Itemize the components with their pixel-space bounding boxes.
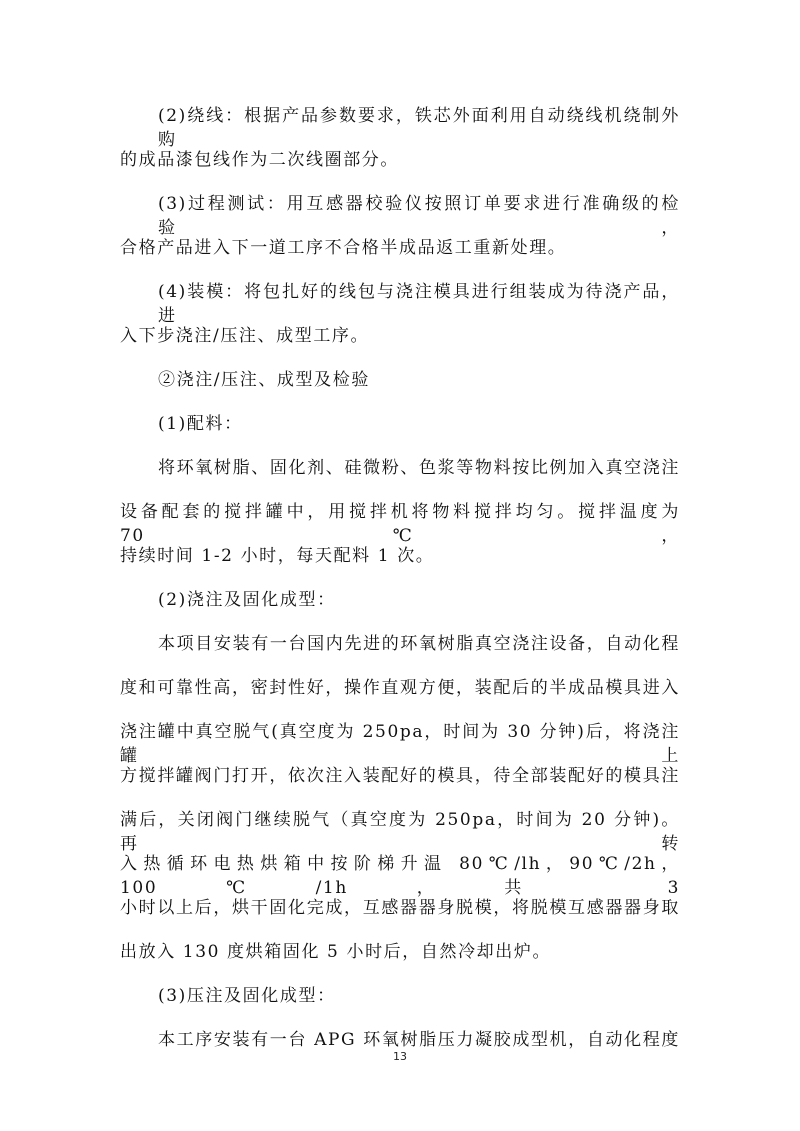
paragraph-line: 出放入 130 度烘箱固化 5 小时后，自然冷却出炉。 — [120, 942, 552, 962]
paragraph-line: 度和可靠性高，密封性好，操作直观方便，装配后的半成品模具进入 — [120, 678, 680, 698]
section-heading: ②浇注/压注、成型及检验 — [158, 370, 370, 390]
page-number: 13 — [393, 1050, 407, 1063]
paragraph-line: 持续时间 1-2 小时，每天配料 1 次。 — [120, 546, 435, 566]
paragraph-line: 入下步浇注/压注、成型工序。 — [120, 326, 370, 346]
paragraph-line: 小时以上后，烘干固化完成，互感器器身脱模，将脱模互感器器身取 — [120, 898, 680, 918]
paragraph-line: 将环氧树脂、固化剂、硅微粉、色浆等物料按比例加入真空浇注 — [158, 458, 680, 478]
paragraph-line: 设备配套的搅拌罐中，用搅拌机将物料搅拌均匀。搅拌温度为 70℃， — [120, 502, 680, 546]
paragraph-line: 满后，关闭阀门继续脱气（真空度为 250pa，时间为 20 分钟)。再转 — [120, 810, 680, 854]
paragraph-line: (4)装模：将包扎好的线包与浇注模具进行组装成为待浇产品，进 — [158, 282, 680, 326]
paragraph-line: 的成品漆包线作为二次线圈部分。 — [120, 150, 399, 170]
subsection-heading: (3)压注及固化成型： — [158, 986, 336, 1006]
paragraph-line: 本工序安装有一台 APG 环氧树脂压力凝胶成型机，自动化程度 — [158, 1030, 680, 1050]
paragraph-line: (3)过程测试：用互感器校验仪按照订单要求进行准确级的检验， — [158, 194, 680, 238]
paragraph-line: 入热循环电热烘箱中按阶梯升温 80℃/lh，90℃/2h，100℃/1h，共 3 — [120, 854, 680, 898]
paragraph-line: (2)绕线：根据产品参数要求，铁芯外面利用自动绕线机绕制外购 — [158, 106, 680, 150]
paragraph-line: 合格产品进入下一道工序不合格半成品返工重新处理。 — [120, 238, 567, 258]
paragraph-line: 本项目安装有一台国内先进的环氧树脂真空浇注设备，自动化程 — [158, 634, 680, 654]
paragraph-line: 方搅拌罐阀门打开，依次注入装配好的模具，待全部装配好的模具注 — [120, 766, 680, 786]
paragraph-line: 浇注罐中真空脱气(真空度为 250pa，时间为 30 分钟)后，将浇注罐上 — [120, 722, 680, 766]
subsection-heading: (2)浇注及固化成型： — [158, 590, 336, 610]
subsection-heading: (1)配料： — [158, 414, 243, 434]
